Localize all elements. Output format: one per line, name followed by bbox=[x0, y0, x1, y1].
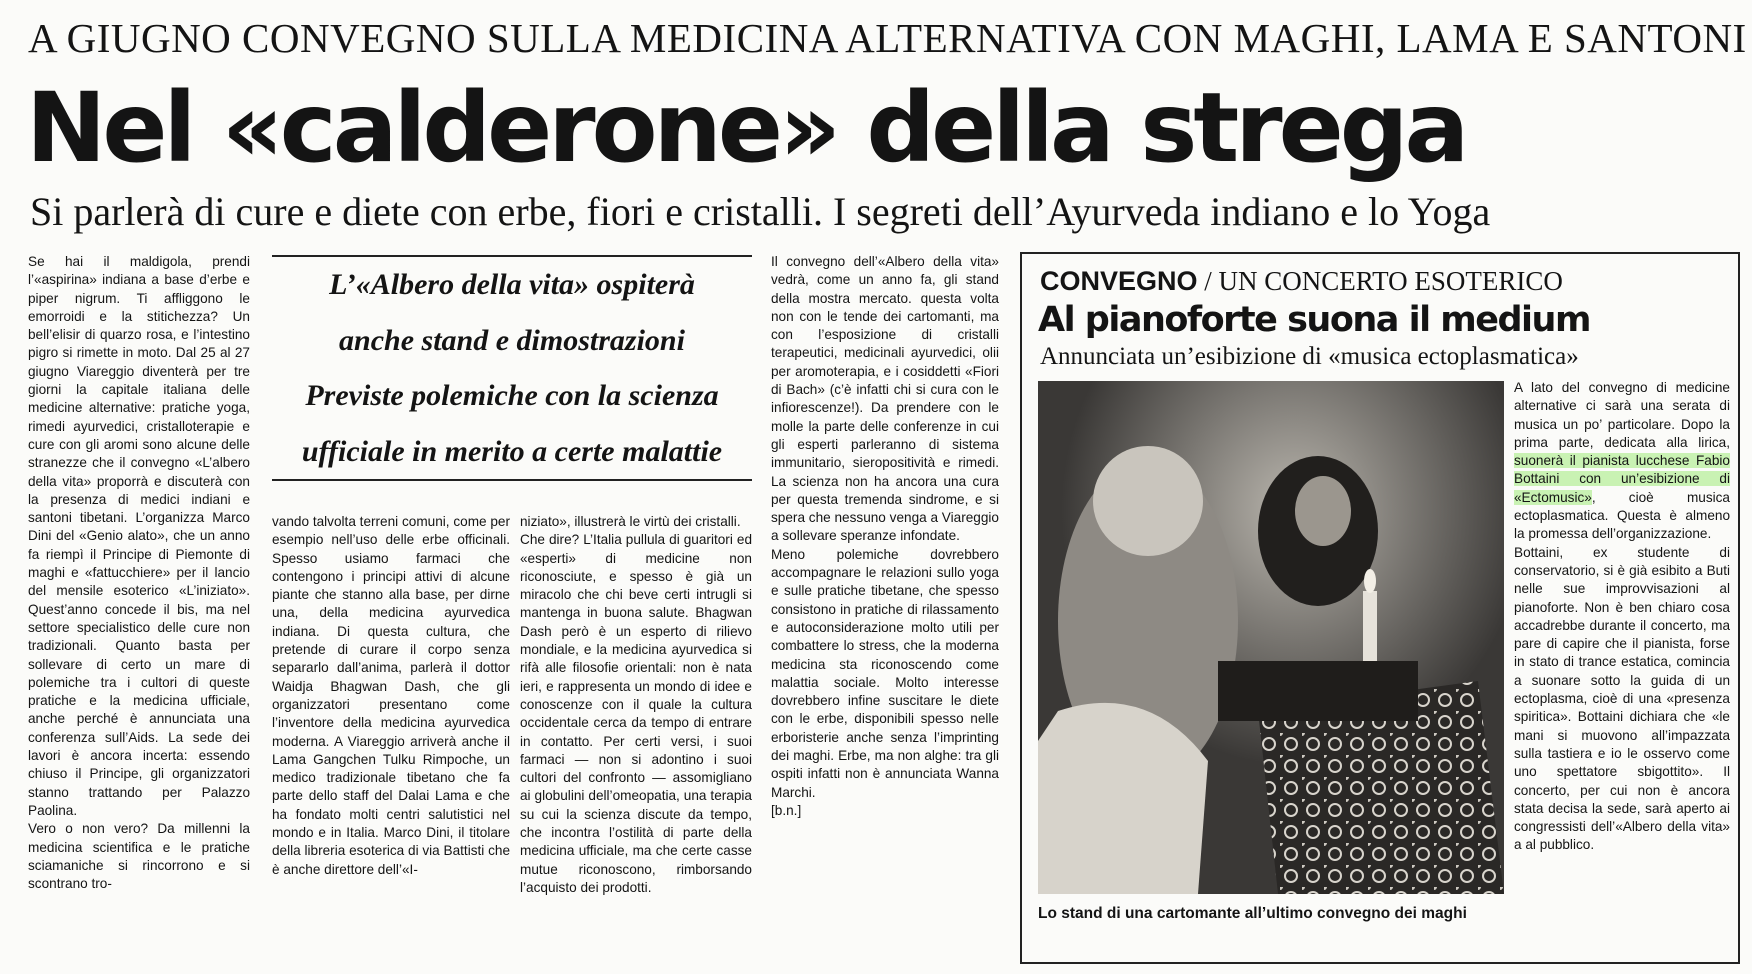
sidebar-kicker-bold: CONVEGNO bbox=[1040, 266, 1198, 296]
paragraph: Il convegno dell’«Albero della vita» vedrà, come un anno fa, gli stand della mostra mercato. questa volta non con le tende dei cartomanti, ma con l’esposizione di cristalli terapeutici, medicinali ayurvedici, olii per aromoterapia, e i cosiddetti «Fiori di Bach» (c’è infatti chi si cura con le infiorescenze!). Da prendere con le molle la parte delle conferenze in cui gli esperti parleranno di sistema immunitario, sieropositività e rimedi. La scienza non ha ancora una cura per questa tremenda sindrome, e si spera che nessuno venga a Viareggio a sollevare speranze infondate. bbox=[771, 254, 999, 544]
paragraph: Che dire? L’Italia pullula di guaritori ed «esperti» di medicine non riconosciute, e spesso è già un miracolo che chi beve certi intrugli si mantenga in buona salute. Bhagwan Dash però è un esperto di rilievo mondiale, e la medicina ayurvedica si rifà alle filosofie orientali: non è nata ieri, e rappresenta un mondo di idee e conoscenze con il quale la cultura occidentale cerca da tempo di entrare in contatto. Per certi versi, i suoi farmaci — non si adontino i suoi cultori del confronto — assomigliano ai globulini dell’omeopatia, una terapia su cui la scienza discute da tempo, che incontra l’ostilità di parte della medicina ufficiale, ma che certe casse mutue riconoscono, rimborsando l’acquisto dei prodotti. bbox=[520, 532, 752, 895]
pull-quote-line: L’«Albero della vita» ospiterà bbox=[329, 268, 695, 301]
photo-cartomante bbox=[1038, 381, 1504, 894]
sidebar-title: Al pianoforte suona il medium bbox=[1038, 300, 1590, 340]
sidebar-subtitle: Annunciata un’esibizione di «musica ectoplasmatica» bbox=[1040, 343, 1579, 370]
byline: [b.n.] bbox=[771, 802, 802, 818]
photo-image bbox=[1038, 381, 1504, 894]
article-column-2 bbox=[272, 513, 510, 971]
article-subheadline: Si parlerà di cure e diete con erbe, fiori e cristalli. I segreti dell’Ayurveda indiano e lo Yoga bbox=[30, 189, 1491, 234]
body-text: , cioè musica ectoplasmatica. Questa è almeno la promessa dell’organizzazione. bbox=[1514, 489, 1730, 542]
paragraph bbox=[1514, 379, 1730, 544]
pull-quote-line: ufficiale in merito a certe malattie bbox=[301, 434, 723, 468]
article-column-1 bbox=[28, 253, 250, 971]
sidebar-kicker bbox=[1040, 266, 1563, 297]
article-column-4 bbox=[771, 253, 999, 971]
paragraph: vando talvolta terreni comuni, come per esempio nell’uso delle erbe officinali. Spesso usiamo farmaci che contengono i principi attivi di alcune piante che stanno alla base, per dirne una, della medicina ayurvedica indiana. Di questa cultura, che pretende di curare il corpo senza separarlo dall’anima, parlerà il dottor Waidja Bhagwan Dash, che gli organizzatori presentano come l’inventore della medicina ayurvedica moderna. A Viareggio arriverà anche il Lama Gangchen Tulku Rimpoche, un medico tradizionale tibetano che fa parte dello staff del Dalai Lama e che ha fondato molti centri salutistici nel mondo e in Italia. Marco Dini, il titolare della libreria esoterica di via Battisti che è anche direttore dell’«I- bbox=[272, 514, 510, 877]
sidebar-body bbox=[1514, 379, 1730, 954]
sidebar-box bbox=[1020, 252, 1740, 964]
paragraph: Se hai il maldigola, prendi l’«aspirina» indiana a base d’erbe e piper nigrum. Ti affliggono le emorroidi e la stitichezza? Un bell’elisir di quarzo rosa, e l’intestino pigro si rimette in moto. Dal 25 al 27 giugno Viareggio diventerà per tre giorni la capitale italiana delle medicine alternative: pratiche yoga, rimedi ayurvedici, cristalloterapie e cure con gli aromi sono alcune delle stranezze che il convegno «L’albero della vita» proporrà e discuterà con la presenza di medici indiani e santoni tibetani. L’organizza Marco Dini del «Genio alato», che un anno fa riempì il Principe di Piemonte di maghi e «fattucchiere» per il lancio del mensile esoterico «L’iniziato». Quest’anno concede il bis, ma nel settore specialistico delle cure non tradizionali. Quanto basta per sollevare di certo un mare di polemiche tra i cultori di queste pratiche e la medicina ufficiale, anche perché è annunciata una conferenza sull’Aids. La sede dei lavori è ancora incerta: essendo chiuso il Principe, gli organizzatori stanno trattando per Palazzo Paolina. bbox=[28, 254, 250, 818]
pull-quote bbox=[272, 255, 752, 481]
paragraph: Vero o non vero? Da millenni la medicina scientifica e le pratiche sciamaniche si rincorrono e si scontrano tro- bbox=[28, 821, 250, 892]
pull-quote-line: Previste polemiche con la scienza bbox=[305, 379, 719, 412]
photo-caption: Lo stand di una cartomante all’ultimo convegno dei maghi bbox=[1038, 905, 1467, 922]
paragraph: Meno polemiche dovrebbero accompagnare le relazioni sullo yoga e sulle pratiche tibetane, che spesso consistono in pratiche di rilassamento e autoconsiderazione molto utili per combattere lo stress, che la moderna medicina sta riconoscendo come malattia sociale. Molto interesse dovrebbero infine suscitare le diete con le erbe, disponibili spesso nelle erboristerie anche senza l’imprinting dei maghi. Erbe, ma non alghe: tra gli ospiti infatti non è annunciata Wanna Marchi. bbox=[771, 546, 999, 800]
pull-quote-line: anche stand e dimostrazioni bbox=[339, 323, 685, 357]
body-text: A lato del convegno di medicine alternative ci sarà una serata di musica un po’ particolare. Dopo la prima parte, dedicata alla lirica, bbox=[1514, 380, 1730, 450]
article-kicker: A GIUGNO CONVEGNO SULLA MEDICINA ALTERNATIVA CON MAGHI, LAMA E SANTONI bbox=[28, 15, 1747, 61]
article-headline: Nel «calderone» della strega bbox=[26, 72, 1466, 184]
paragraph: niziato», illustrerà le virtù dei cristalli. bbox=[520, 514, 741, 529]
highlighted-text: suonerà il pianista lucchese Fabio Bottaini con un’esibizione di «Ectomusic» bbox=[1514, 453, 1730, 505]
article-column-3 bbox=[520, 513, 752, 971]
paragraph: Bottaini, ex studente di conservatorio, si è già esibito a Buti nelle sue improvvisazioni al pianoforte. Non è ben chiaro cosa accadrebbe durante il concerto, ma pare di capire che il pianista, forse in stato di trance estatica, comincia a suonare sotto la guida di un ectoplasma, cioè di una «presenza spiritica». Bottaini dichiara che «le mani si muovono all’impazzata sulla tastiera e io le osservo come uno spettatore sbigottito». Il concerto, per cui non è ancora stata decisa la sede, sarà aperto ai congressisti dell’«Albero della vita» a al pubblico. bbox=[1514, 544, 1730, 853]
sidebar-kicker-rest: / UN CONCERTO ESOTERICO bbox=[1197, 266, 1563, 296]
